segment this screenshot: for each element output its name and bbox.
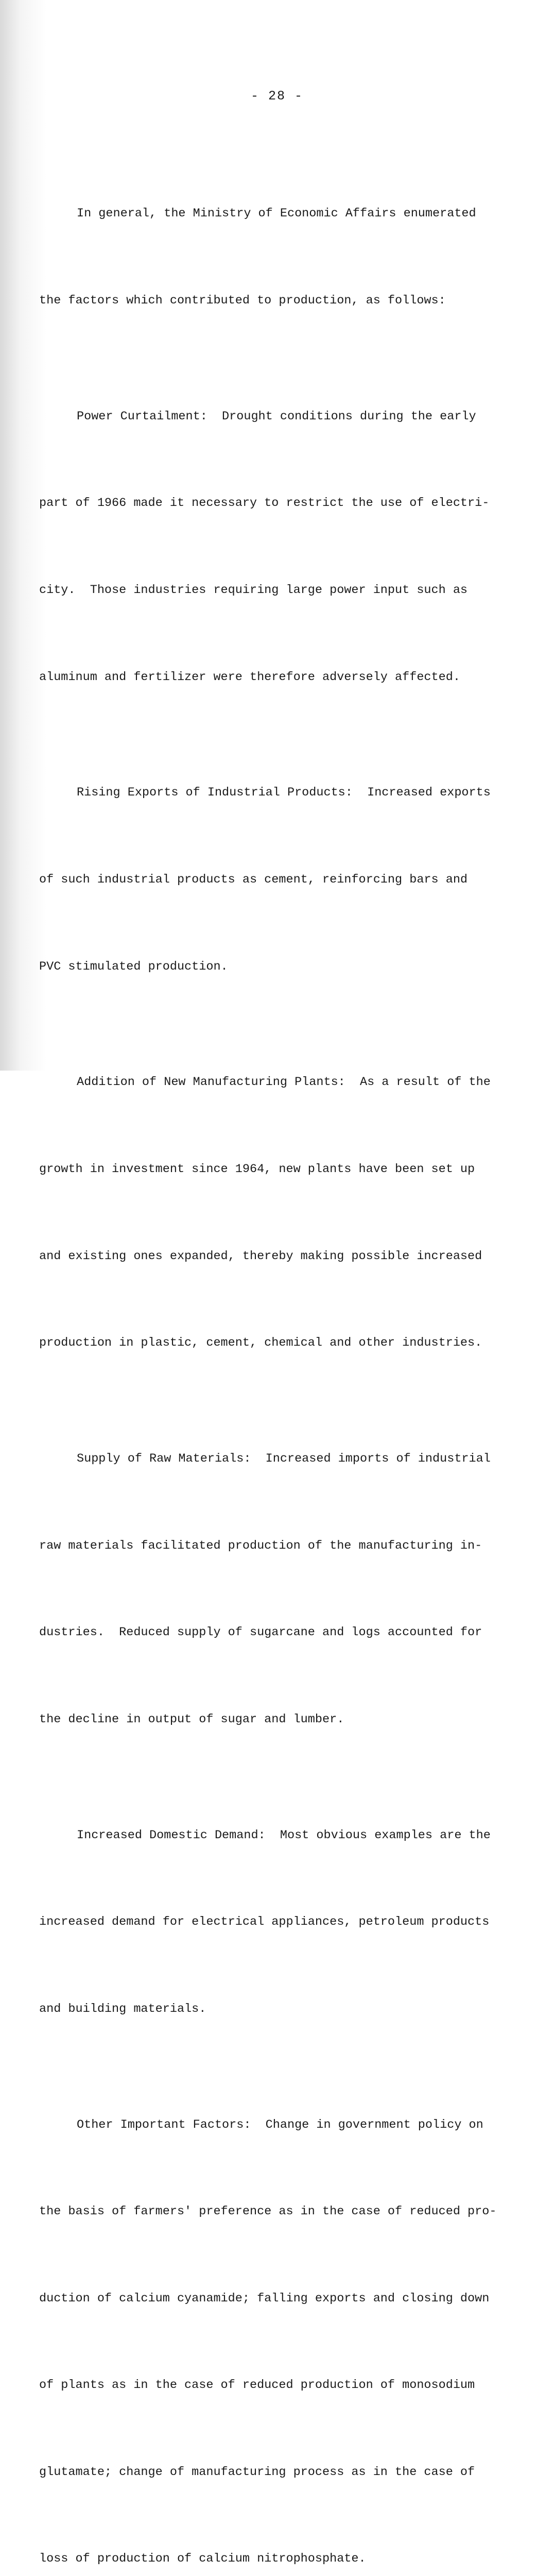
text-line: dustries. Reduced supply of sugarcane and logs accounted for [39, 1625, 482, 1640]
text-line: the decline in output of sugar and lumber. [39, 1712, 344, 1726]
text-line: production in plastic, cement, chemical and other industries. [39, 1336, 482, 1350]
text-line: of plants as in the case of reduced production of monosodium [39, 2378, 475, 2393]
text-line: of such industrial products as cement, reinforcing bars and [39, 872, 468, 887]
text-line: In general, the Ministry of Economic Affairs enumerated [77, 207, 476, 221]
text-line: and building materials. [39, 2002, 206, 2016]
text-line: Rising Exports of Industrial Products: Increased exports [77, 786, 491, 800]
text-line: the factors which contributed to production, as follows: [39, 294, 446, 308]
text-line: Other Important Factors: Change in government policy on [77, 2117, 483, 2132]
text-line: increased demand for electrical appliances, petroleum products [39, 1915, 490, 1929]
text-line: aluminum and fertilizer were therefore adversely affected. [39, 670, 460, 684]
text-line: Supply of Raw Materials: Increased imports of industrial [77, 1451, 491, 1466]
text-line: part of 1966 made it necessary to restrict the use of electri- [39, 496, 490, 511]
page-number: - 28 - [250, 89, 303, 104]
text-line: PVC stimulated production. [39, 959, 228, 974]
text-line: Addition of New Manufacturing Plants: As a result of the [77, 1075, 491, 1090]
text-line: glutamate; change of manufacturing process as in the case of [39, 2465, 475, 2479]
text-line: duction of calcium cyanamide; falling exports and closing down [39, 2291, 490, 2306]
text-line: and existing ones expanded, thereby making possible increased [39, 1249, 482, 1263]
body-text [39, 142, 533, 2576]
text-line: raw materials facilitated production of the manufacturing in- [39, 1538, 482, 1553]
text-line: growth in investment since 1964, new plants have been set up [39, 1162, 475, 1176]
text-line: city. Those industries requiring large power input such as [39, 583, 468, 597]
text-line: the basis of farmers' preference as in the case of reduced pro- [39, 2205, 497, 2219]
text-line: loss of production of calcium nitrophosphate. [39, 2552, 366, 2566]
text-line: Power Curtailment: Drought conditions during the early [77, 409, 476, 423]
text-line: Increased Domestic Demand: Most obvious examples are the [77, 1828, 491, 1842]
